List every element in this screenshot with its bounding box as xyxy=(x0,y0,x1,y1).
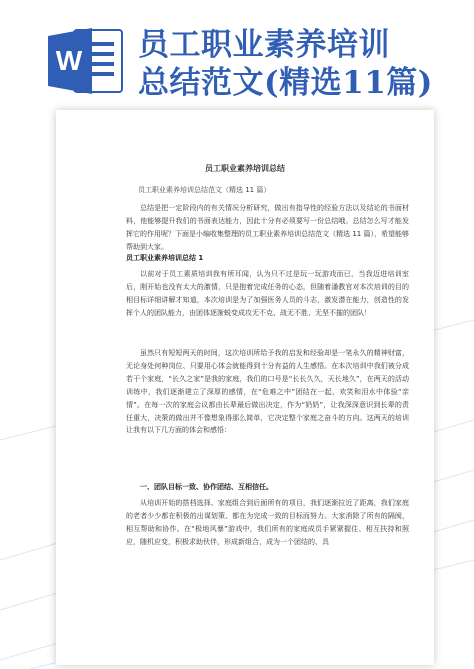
section-heading: 员工职业素养培训总结 1 xyxy=(126,254,204,262)
point-heading: 一、团队目标一致、协作团结、互相信任。 xyxy=(140,483,273,491)
body-paragraph-3: 从培训开始的搭档选择、家庭组合到后面所有的项目，我们逐渐拉近了距离，我们家庭的老者少少都在积极的出谋划策、都在为完成一致的目标而努力。大家消除了所有的隔阂，相互帮助和协作。在“极地风暴”游戏中，我们所有的家庭成员手紧紧握住、相互扶持和照应，随机应变，积极求助伙伴，形成新组合，成为一个团结的、具 xyxy=(126,499,409,546)
cover-title xyxy=(138,26,468,102)
cover-title-line1: 员工职业素养培训 xyxy=(138,27,390,63)
body-paragraph-1: 以前对于员工素质培训我有所耳闻，认为只不过是玩一玩游戏而已，当我迈进培训室后，刚开始也没有太大的激情，只是抱着完成任务的心态，但随着潘教官对本次培训的目的相目标详细讲解才知道，本次培训是为了加强医务人员的斗志，激发潜在能力，创造性的发挥个人的团队能力，由团体逐渐蜕变成攻无不克、战无不胜、无坚不摧的团队！ xyxy=(126,270,409,317)
word-icon xyxy=(48,28,124,94)
cover-title-line2: 总结范文(精选11篇) xyxy=(138,65,433,101)
document-page xyxy=(56,110,434,665)
body-paragraph-2: 虽然只有短短两天的时间，这次培训所给予我的启发和经验却是一笔永久的精神财富，无论身处何种岗位、只要用心体会就能得到十分有益的人生感悟。在本次培训中我们被分成若干个家庭，“长久之家”是我的家庭，我们的口号是“长长久久，天长地久”，在两天的活动训练中，我们逐渐建立了深厚的感情，在“危难之中”团结在一起，欢笑和泪水中体验“亲情”。在每一次的家庭会议都由长辈最后做出决定，作为“奶奶”，让我深深意识到长辈的责任重大，决策的做出并不像想象得那么简单，它决定整个家庭之奋斗的方向。这两天的培训让我有以下几方面的体会和感悟： xyxy=(126,349,409,435)
document-subtitle: 员工职业素养培训总结范文（精选 11 篇） xyxy=(138,186,271,194)
svg-text:W: W xyxy=(55,45,83,76)
document-title: 员工职业素养培训总结 xyxy=(205,164,285,173)
intro-paragraph: 总结是把一定阶段内的有关情况分析研究，做出有指导性的经验方法以及结论的书面材料，他能够提升我们的书面表达能力，因此十分有必须要写一份总结哦。总结怎么写才能发挥它的作用呢？下面是小编收集整理的员工职业素养培训总结范文（精选 11 篇），希望能够帮助到大家。 xyxy=(126,204,409,251)
